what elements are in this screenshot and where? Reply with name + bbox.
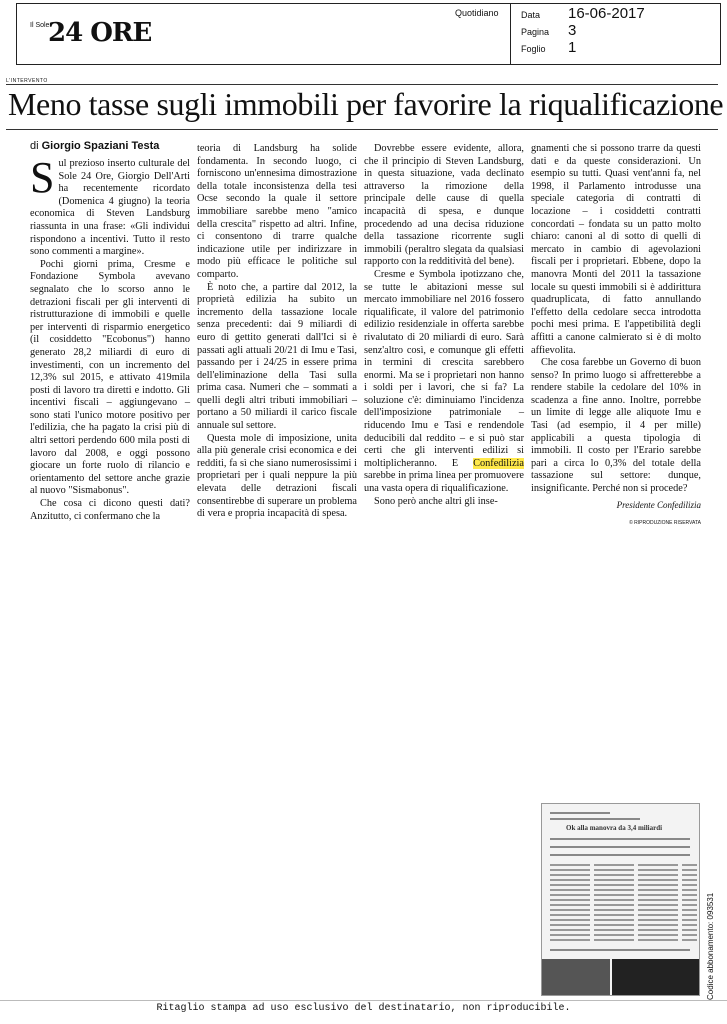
footer-rule xyxy=(0,1000,727,1001)
dropcap: S xyxy=(30,153,55,202)
thumbnail-ad-left xyxy=(542,959,610,995)
thumbnail-text-line xyxy=(550,949,690,951)
thumbnail-text-line xyxy=(550,838,690,840)
col1-paragraph-1: Sul prezioso inserto culturale del Sole 24 Ore, Giorgio Dell'Arti ha recentemente ricordato (Domenica 4 giugno) la teoria economica di Steven Landsburg riassunta in una frase: «Gli individui rispondono a incentivi. Tutto il resto sono commenti a margine». xyxy=(30,153,190,258)
article-title: Meno tasse sugli immobili per favorire la riqualificazione xyxy=(8,86,724,122)
author-name: Giorgio Spaziani Testa xyxy=(41,140,160,152)
thumbnail-column xyxy=(638,864,678,944)
byline xyxy=(30,140,159,152)
article-column-4 xyxy=(531,143,701,530)
title-rule xyxy=(6,129,718,130)
meta-sheet-label: Foglio xyxy=(521,44,546,54)
col3-paragraph-3: Sono però anche altri gli inse- xyxy=(374,495,498,507)
meta-page-value: 3 xyxy=(568,22,577,39)
author-signature: Presidente Confedilizia xyxy=(616,499,701,510)
top-rule xyxy=(6,84,718,85)
rights-reserved: © RIPRODUZIONE RISERVATA xyxy=(629,520,701,527)
newspaper-logo: 24 ORE xyxy=(48,18,152,48)
col4-paragraph-1: gnamenti che si possono trarre da questi dati e da queste considerazioni. Un esempio su tutti. Quasi vent'anni fa, nel 1998, il Parlamento introdusse una speciale categoria di contratti di locazione – i cosiddetti contratti concordati – fondata su un patto molto chiaro: canoni al di sotto di quelli di mercato in cambio di agevolazioni fiscali per i proprietari. Ebbene, dopo la manovra Monti del 2011 la tassazione locale su questi immobili si è addirittura quadruplicata, di fatto annullando l'effetto della cedolare secca introdotta pochi mesi prima. E l'appetibilità degli affitti a canone calmierato si è di molto affievolita. xyxy=(531,143,701,356)
publication-type: Quotidiano xyxy=(455,8,499,18)
article-column-2 xyxy=(197,143,357,521)
article-column-3 xyxy=(364,143,524,508)
thumbnail-ad-right xyxy=(612,959,700,995)
col2-paragraph-1: teoria di Landsburg ha solide fondamenta. In secondo luogo, ci forniscono un'ennesima dimostrazione della totale inconsistenza della tesi Ocse secondo la quale il settore immobiliare sarebbe meno "amico della crescita" rispetto ad altri. Infine, ci consentono di trarre qualche indicazione utile per indirizzare in modo più efficace le politiche sul comparto. xyxy=(197,143,357,280)
meta-date-value: 16-06-2017 xyxy=(568,5,645,22)
byline-prefix: di xyxy=(30,140,42,152)
header-separator xyxy=(510,4,511,64)
thumbnail-text-line xyxy=(550,854,690,856)
thumbnail-column xyxy=(682,864,697,944)
thumbnail-text-line xyxy=(550,846,690,848)
highlighted-confedilizia: Confedilizia xyxy=(473,457,524,469)
meta-sheet-value: 1 xyxy=(568,39,577,56)
article-kicker: L'INTERVENTO xyxy=(6,78,48,84)
col2-paragraph-2: È noto che, a partire dal 2012, la proprietà edilizia ha subito un incremento della tassazione locale senza precedenti: dai 9 miliardi di euro di gettito generati dall'Ici si è passati agli attuali 20/21 di Imu e Tasi, passando per i 24/25 in essere prima dell'eliminazione della Tasi sulla prima casa. Numeri che – sommati a quelli degli altri tributi immobiliari – portano a 50 miliardi il carico fiscale annuale sul settore. xyxy=(197,281,357,432)
thumbnail-headline: Ok alla manovra da 3,4 miliardi xyxy=(566,824,663,832)
thumbnail-column xyxy=(594,864,634,944)
meta-date-label: Data xyxy=(521,10,541,20)
thumbnail-column xyxy=(550,864,590,944)
meta-page-label: Pagina xyxy=(521,27,550,37)
col4-paragraph-2: Che cosa farebbe un Governo di buon senso? In primo luogo si affretterebbe a rendere stabile la cedolare del 10% in scadenza a fine anno. Inoltre, porrebbe un limite di legge alle aliquote Imu e Tasi (ad esempio, il 4 per mille) applicabili a questa tipologia di immobili. Il costo per l'Erario sarebbe pari a circa lo 0,3% del totale della tassazione sul settore: dunque, insignificante. Perché non si procede? xyxy=(531,357,701,495)
thumbnail-text-line xyxy=(550,812,610,814)
col3-paragraph-1: Dovrebbe essere evidente, allora, che il principio di Steven Landsburg, in questa situazione, vada declinato attraverso la rimozione della principale delle cause di quella incapacità di spesa, e dunque procedendo ad una decisa riduzione della tassazione ricorrente sugli immobili (peraltro slegata da qualsiasi rapporto con la redditività del bene). xyxy=(364,143,524,268)
subscription-code: Codice abbonamento: 093531 xyxy=(706,892,715,1000)
article-column-1 xyxy=(30,153,190,523)
logo-small-text: Il Sole xyxy=(30,22,50,29)
col2-paragraph-3: Questa mole di imposizione, unita alla più generale crisi economica e dei redditi, fa sì che siano numerosissimi i proprietari per i quali neppure la più elevata delle detrazioni fiscali consentirebbe di superare un problema di vera e propria incapacità di spesa. xyxy=(197,432,357,520)
col1-paragraph-2: Pochi giorni prima, Cresme e Fondazione Symbola avevano segnalato che lo scorso anno le detrazioni fiscali per gli interventi di ristrutturazione di immobili e quelle per interventi di risparmio energetico (il cosiddetto "Ecobonus") hanno generato 28,2 miliardi di euro di investimenti, con un incremento del 12,3% sul 2015, e attivato 419mila posti di lavoro tra diretti e indotto. Gli incentivi fiscali – aggiungevano – sono stati l'unico motore positivo per l'edilizia, che ha pagato la crisi più di altri settori perdendo 600 mila posti di lavoro dal 2008, e oggi possono giocare un forte ruolo di rilancio e orientamento del settore anche grazie al nuovo "Sismabonus". xyxy=(30,258,190,497)
col1-paragraph-3: Che cosa ci dicono questi dati? Anzitutto, ci confermano che la xyxy=(30,498,190,522)
col3-paragraph-2: Cresme e Symbola ipotizzano che, se tutte le abitazioni messe sul mercato immobiliare nel 2016 fossero riqualificate, il valore del patrimonio edilizio residenziale in offerta sarebbe rivalutato di 20 miliardi di euro. Sarà senz'altro così, e comunque gli effetti in termini di crescita sarebbero enormi. Ma se i proprietari non hanno i soldi per i lavori, che si fa? La soluzione c'è: diminuiamo l'incidenza dell'imposizione patrimoniale – riducendo Imu e Tasi e rendendole deducibili dal reddito – e si può star certi che gli interventi edilizi si moltiplicheranno. E Confedilizia sarebbe in prima linea per promuovere una vasta opera di riqualificazione. xyxy=(364,268,524,495)
footer-notice: Ritaglio stampa ad uso esclusivo del destinatario, non riproducibile. xyxy=(156,1003,571,1014)
thumbnail-text-line xyxy=(550,818,640,820)
page-thumbnail xyxy=(541,803,700,996)
